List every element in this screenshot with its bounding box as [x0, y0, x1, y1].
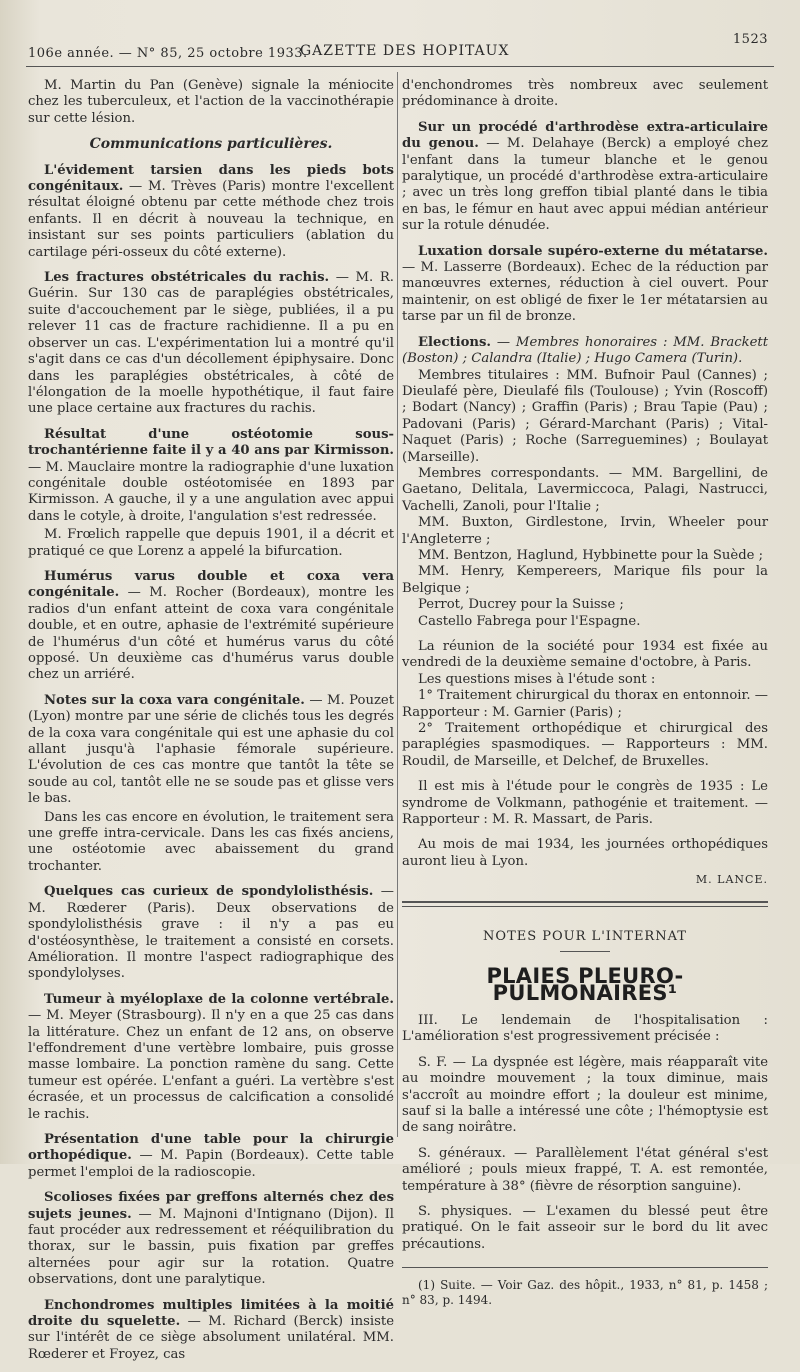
- paragraph: Perrot, Ducrey pour la Suisse ;: [418, 597, 624, 613]
- author-signature: M. LANCE.: [695, 873, 768, 887]
- paragraph-text: — M. Majnoni d'Intignano (Dijon). Il faut procéder aux redressement et rééquilibration du thorax, sur le bassin, puis fixation par greffes alternées pour agir sur la rotation. Quatre observations, dont une paralytique.: [28, 1206, 394, 1288]
- paragraph-heading: Présentation d'une table pour la chirurgie orthopédique.: [28, 1131, 394, 1164]
- header-rule: [26, 66, 774, 67]
- paragraph: Membres titulaires : MM. Bufnoir Paul (Cannes) ; Dieulafé père, Dieulafé fils (Toulouse) ; Yvin (Roscoff) ; Bodart (Nancy) ; Graffin (Paris) ; Brau Tapie (Pau) ; Padovani (Paris) ; Gérard-Marchant (Paris) ; Vital-Naquet (Paris) ; Roche (Sarreguemines) ; Boulayat (Marseille).: [402, 367, 768, 465]
- paragraph: [28, 884, 394, 982]
- paragraph: S. physiques. — L'examen du blessé peut être pratiqué. On le fait asseoir sur le bord du lit avec précautions.: [402, 1203, 768, 1252]
- paragraph: Castello Fabrega pour l'Espagne.: [418, 613, 641, 629]
- paragraph: III. Le lendemain de l'hospitalisation : L'amélioration s'est progressivement précisée :: [402, 1012, 768, 1045]
- paragraph: MM. Bentzon, Haglund, Hybbinette pour la Suède ;: [418, 547, 764, 563]
- paragraph: [28, 1298, 394, 1364]
- section-separator: [402, 901, 768, 907]
- paragraph-text: — M. Richard (Berck) insiste sur l'intérêt de ce siège absolument unilatéral. MM. Rœderer et Froyez, cas: [28, 1314, 394, 1362]
- paragraph: S. généraux. — Parallèlement l'état général s'est amélioré ; pouls mieux frappé, T. A. est remontée, température à 38° (fièvre de résorption sanguine).: [402, 1145, 768, 1194]
- paragraph-heading: Quelques cas curieux de spondylolisthésis.: [44, 884, 374, 900]
- paragraph: d'enchondromes très nombreux avec seulement prédominance à droite.: [402, 78, 768, 110]
- paragraph: Dans les cas encore en évolution, le traitement sera une greffe intra-cervicale. Dans les cas fixés anciens, une ostéotomie avec abaissement du grand trochanter.: [28, 809, 394, 874]
- paragraph-text: — M. Lasserre (Bordeaux). Echec de la réduction par manœuvres externes, réduction à ciel ouvert. Pour maintenir, on est obligé de fixer le 1er métatarsien au tarse par un fil de bronze.: [402, 260, 768, 325]
- paragraph-heading: Scolioses fixées par greffons alternés chez des sujets jeunes.: [28, 1190, 394, 1222]
- paragraph-text: — M. Rœderer (Paris). Deux observations de spondylolisthésis grave : il n'y a pas eu d'ostéosynthèse, le traitement a consisté en corsets. Amélioration. Il montre l'aspect radiographique des spondylolyses.: [28, 884, 394, 982]
- paragraph: [402, 120, 768, 235]
- journal-title: GAZETTE DES HOPITAUX: [300, 43, 510, 59]
- footnote-rule: [402, 1267, 768, 1268]
- paragraph-heading: L'évidement tarsien dans les pieds bots congénitaux.: [28, 162, 394, 195]
- paragraph: S. F. — La dyspnée est légère, mais réapparaît vite au moindre mouvement ; la toux diminue, mais s'accroît au moindre effort ; la douleur est minime, sauf si la balle a intéressé une côte ; l'hémoptysie est de sang noirâtre.: [402, 1054, 768, 1136]
- paragraph-text: — M. Trèves (Paris) montre l'excellent résultat éloigné obtenu par cette méthode chez trois enfants. Il en décrit à nouveau la technique, en insistant sur ses points particuliers (ablation du cartilage péri-osseux du côté externe).: [28, 179, 394, 260]
- paragraph: [28, 1132, 394, 1181]
- paragraph-heading: Les fractures obstétricales du rachis.: [44, 270, 330, 286]
- paragraph-text: — M. Meyer (Strasbourg). Il n'y en a que 25 cas dans la littérature. Chez un enfant de 12 ans, on observe l'effondrement d'une vertèbre lombaire, puis grosse masse lombaire. La ponction ramène du sang. Cette tumeur est opérée. L'enfant a guéri. La vertèbre s'est écrasée, et un processus de calcification a consolidé le rachis.: [28, 1008, 394, 1122]
- section-title: Communications particulières.: [89, 136, 333, 153]
- paragraph: Il est mis à l'étude pour le congrès de 1935 : Le syndrome de Volkmann, pathogénie et traitement. — Rapporteur : M. R. Massart, de Paris.: [402, 779, 768, 828]
- paragraph-heading: Sur un procédé d'arthrodèse extra-articulaire du genou.: [402, 119, 768, 152]
- paragraph-heading: Luxation dorsale supéro-externe du métatarse.: [418, 243, 768, 259]
- paragraph-text: — M. Delahaye (Berck) a employé chez l'enfant dans la tumeur blanche et le genou paralytique, un procédé d'arthrodèse extra-articulaire ; avec un très long greffon tibial planté dans le tibia en bas, le fémur en haut avec appui médian antérieur sur la rotule dénudée.: [402, 136, 768, 234]
- paragraph-text: — M. Papin (Bordeaux). Cette table permet l'emploi de la radioscopie.: [28, 1148, 394, 1180]
- paragraph-text: — M. Mauclaire montre la radiographie d'une luxation congénitale double ostéotomisée en 1893 par Kirmisson. A gauche, il y a une angulation avec appui dans le cotyle, à droite, l'angulation s'est redressée.: [28, 459, 394, 524]
- footnote: (1) Suite. — Voir Gaz. des hôpit., 1933, n° 81, p. 1458 ; n° 83, p. 1494.: [402, 1278, 768, 1308]
- paragraph-heading: Enchondromes multiples limitées à la moitié droite du squelette.: [28, 1297, 394, 1330]
- issue-info: 106e année. — N° 85, 25 octobre 1933.: [28, 46, 308, 61]
- paragraph: La réunion de la société pour 1934 est fixée au vendredi de la deuxième semaine d'octobre, à Paris.: [402, 639, 768, 671]
- paragraph: M. Frœlich rappelle que depuis 1901, il a décrit et pratiqué ce que Lorenz a appelé la bifurcation.: [28, 527, 394, 559]
- paragraph: M. Martin du Pan (Genève) signale la méniocite chez les tuberculeux, et l'action de la vaccinothérapie sur cette lésion.: [28, 78, 394, 126]
- article-title: PLAIES PLEURO-PULMONAIRES¹: [486, 964, 684, 1005]
- paragraph-heading: Notes sur la coxa vara congénitale.: [44, 692, 305, 708]
- paragraph-heading: Humérus varus double et coxa vera congénitale.: [28, 568, 394, 601]
- paragraph: Au mois de mai 1934, les journées orthopédiques auront lieu à Lyon.: [402, 837, 768, 869]
- paragraph: Les questions mises à l'étude sont :: [418, 671, 656, 687]
- paragraph: [28, 992, 394, 1123]
- paragraph-text: — Membres honoraires : MM. Brackett (Boston) ; Calandra (Italie) ; Hugo Camera (Turin).: [402, 334, 768, 367]
- paragraph: [28, 693, 394, 808]
- notes-title: NOTES POUR L'INTERNAT: [483, 928, 687, 944]
- paragraph: 1° Traitement chirurgical du thorax en entonnoir. — Rapporteur : M. Garnier (Paris) ;: [402, 688, 768, 720]
- page-header: [28, 32, 768, 64]
- paragraph: Membres correspondants. — MM. Bargellini, de Gaetano, Delitala, Lavermiccoca, Palagi, Nastrucci, Vachelli, Zanoli, pour l'Italie ;: [402, 465, 768, 514]
- paragraph: [28, 569, 394, 684]
- right-column: [402, 78, 768, 1317]
- paragraph: [28, 1190, 394, 1288]
- left-column: [28, 78, 394, 1372]
- paragraph: [402, 244, 768, 326]
- column-divider: [397, 72, 398, 1137]
- page-number: 1523: [732, 32, 768, 47]
- paragraph: [28, 270, 394, 418]
- paragraph: 2° Traitement orthopédique et chirurgical des paraplégies spasmodiques. — Rapporteurs : MM. Roudil, de Marseille, et Delchef, de Bruxelles.: [402, 721, 768, 769]
- paragraph-text: — M. Pouzet (Lyon) montre par une série de clichés tous les degrés de la coxa vara congénitale qui est une aphasie du col allant jusqu'à l'aphasie fémorale supérieure. L'évolution de ces cas montre que tantôt la tête se soude au col, tantôt elle ne se soude pas et glisse vers le bas.: [28, 692, 395, 807]
- title-rule: [560, 951, 610, 952]
- paragraph: MM. Buxton, Girdlestone, Irvin, Wheeler pour l'Angleterre ;: [402, 515, 768, 547]
- paragraph: MM. Henry, Kempereers, Marique fils pour la Belgique ;: [402, 564, 768, 596]
- paragraph-text: — M. Rocher (Bordeaux), montre les radios d'un enfant atteint de coxa vara congénitale double, et en outre, aphasie de l'extrémité supérieure de l'humérus d'un côté et humérus varus du côté opposé. Un deuxième cas d'humérus varus double chez un arriéré.: [28, 585, 394, 683]
- paragraph-text: — M. R. Guérin. Sur 130 cas de paraplégies obstétricales, suite d'accouchement par le siège, publiées, il a pu relever 11 cas de fracture rachidienne. Il a pu en observer un cas. L'expérimentation lui a montré qu'il s'agit dans ce cas d'un décollement épiphysaire. Donc dans les paraplégies obstétricales, à côté de l'élongation de la moelle hypothétique, il faut faire une place certaine aux fractures du rachis.: [28, 270, 394, 417]
- paragraph: [402, 335, 768, 368]
- paragraph: [28, 163, 394, 261]
- paragraph-heading: Elections.: [418, 334, 491, 350]
- paragraph-heading: Tumeur à myéloplaxe de la colonne vertébrale.: [44, 991, 394, 1007]
- paragraph-heading: Résultat d'une ostéotomie sous-trochantérienne faite il y a 40 ans par Kirmisson.: [28, 426, 394, 459]
- paragraph: [28, 427, 394, 525]
